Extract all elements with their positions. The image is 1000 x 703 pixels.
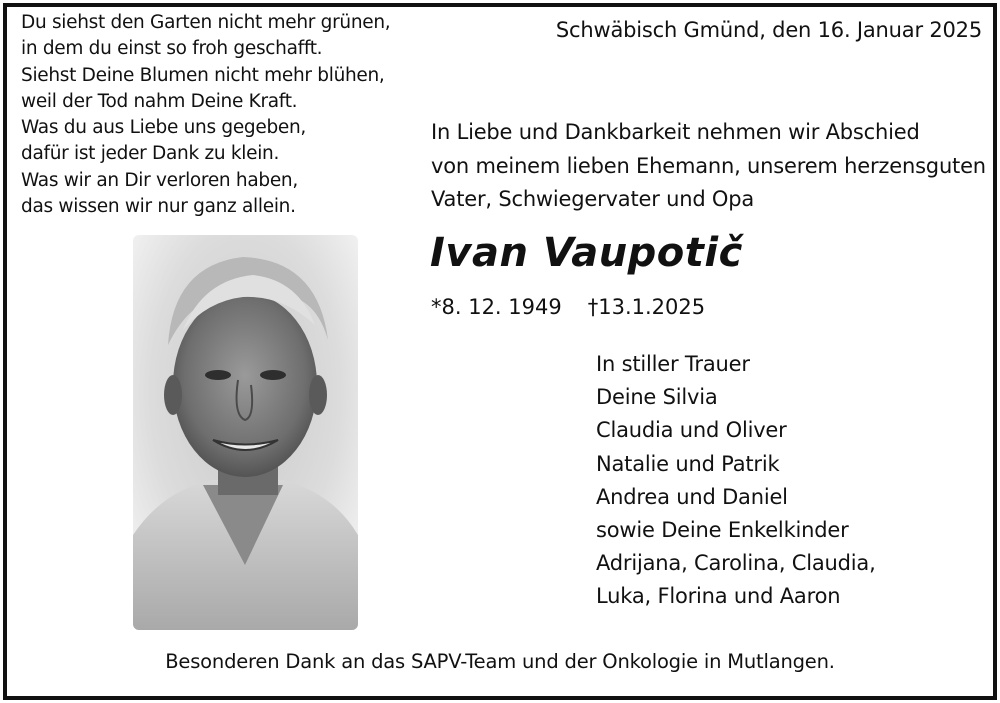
birth-date: *8. 12. 1949 bbox=[431, 295, 562, 319]
portrait-photo bbox=[133, 235, 358, 630]
mourner-line: Andrea und Daniel bbox=[596, 484, 788, 509]
mourner-line: Natalie und Patrik bbox=[596, 451, 780, 476]
poem-line: das wissen wir nur ganz allein. bbox=[21, 196, 296, 218]
farewell-intro bbox=[431, 116, 986, 217]
mourner-line: sowie Deine Enkelkinder bbox=[596, 517, 849, 542]
poem-line: Was du aus Liebe uns gegeben, bbox=[21, 117, 306, 139]
intro-line: In Liebe und Dankbarkeit nehmen wir Abschied bbox=[431, 120, 920, 144]
poem-line: Was wir an Dir verloren haben, bbox=[21, 169, 298, 191]
intro-line: Vater, Schwiegervater und Opa bbox=[431, 187, 755, 211]
poem-line: weil der Tod nahm Deine Kraft. bbox=[21, 90, 298, 112]
life-dates bbox=[431, 295, 705, 319]
poem-line: dafür ist jeder Dank zu klein. bbox=[21, 143, 280, 165]
place-date: Schwäbisch Gmünd, den 16. Januar 2025 bbox=[555, 18, 982, 42]
special-thanks: Besonderen Dank an das SAPV-Team und der Onkologie in Mutlangen. bbox=[165, 650, 835, 673]
death-date: †13.1.2025 bbox=[587, 295, 706, 319]
intro-line: von meinem lieben Ehemann, unserem herzensguten bbox=[431, 153, 986, 178]
poem-line: in dem du einst so froh geschafft. bbox=[21, 38, 323, 60]
mourners-list bbox=[596, 348, 876, 614]
mourner-line: In stiller Trauer bbox=[596, 352, 750, 376]
mourner-line: Luka, Florina und Aaron bbox=[596, 584, 841, 609]
poem-line: Siehst Deine Blumen nicht mehr blühen, bbox=[21, 64, 385, 86]
mourner-line: Deine Silvia bbox=[596, 385, 718, 410]
poem bbox=[21, 10, 390, 220]
mourner-line: Claudia und Oliver bbox=[596, 418, 787, 443]
mourner-line: Adrijana, Carolina, Claudia, bbox=[596, 551, 876, 576]
deceased-name: Ivan Vaupotič bbox=[430, 230, 743, 276]
poem-line: Du siehst den Garten nicht mehr grünen, bbox=[21, 12, 391, 33]
